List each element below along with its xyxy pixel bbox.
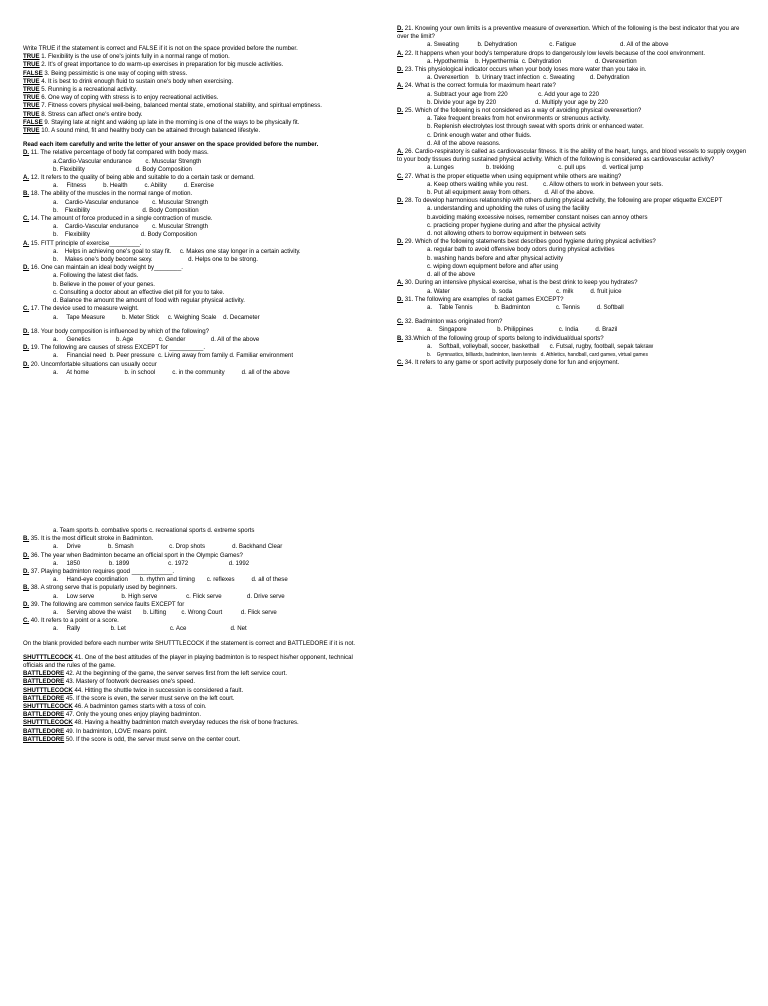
answer-options: a. 1850 b. 1899 c. 1972 d. 1992 xyxy=(53,559,250,567)
answer-label: A. xyxy=(397,82,404,90)
answer-label: B. xyxy=(23,535,30,543)
answer-label: FALSE xyxy=(23,69,43,77)
question-item xyxy=(397,296,749,304)
answer-label: TRUE xyxy=(23,102,40,110)
lower-list xyxy=(23,535,373,633)
answer-options: a. Sweating b. Dehydration c. Fatigue d. All of the above xyxy=(427,41,669,49)
answer-label: A. xyxy=(397,148,404,156)
question-item xyxy=(23,601,373,609)
question-text: 33.Which of the following group of sports belong to individual/dual sports? xyxy=(403,334,604,342)
statement-item xyxy=(23,678,373,686)
question-text: 21. Knowing your own limits is a preventive measure of overexertion. Which of the following is the best indicator that you are over the limit? xyxy=(397,25,740,41)
answer-options: a. Water b. soda c. milk d. fruit juice xyxy=(427,287,622,295)
question-text: 39. The following are common service faults EXCEPT for xyxy=(29,600,185,608)
question-item xyxy=(23,305,373,313)
statement-item xyxy=(23,94,373,102)
question-item xyxy=(23,264,373,272)
answer-options: d. All of the above reasons. xyxy=(427,139,501,147)
statement-item xyxy=(23,736,373,744)
question-item xyxy=(23,568,373,576)
question-text: 14. The amount of force produced in a single contraction of muscle. xyxy=(29,215,213,223)
statement-text: 5. Running is a recreational activity. xyxy=(39,86,138,94)
answer-label: A. xyxy=(397,279,404,287)
answer-options: a. Softball, volleyball, soccer, basketball c. Futsal, rugby, football, sepak takraw xyxy=(427,342,654,350)
part1-instruction: Write TRUE if the statement is correct and FALSE if it is not on the space provided before the number. xyxy=(23,45,298,52)
answer-options: a. Subtract your age from 220 c. Add your age to 220 xyxy=(427,90,600,98)
question-item xyxy=(397,318,749,326)
right-list xyxy=(397,25,749,312)
statement-item xyxy=(23,78,373,86)
answer-options: b. Flexibility d. Body Composition xyxy=(53,206,199,214)
question-text: 20. Uncomfortable situations can usually occur xyxy=(29,360,157,368)
answer-options: a. Table Tennis b. Badminton c. Tennis d. Softball xyxy=(427,303,624,311)
right-column xyxy=(397,25,749,367)
answer-options: a. Keep others waiting while you rest. c. Allow others to work in between your sets. xyxy=(427,180,664,188)
answer-label: TRUE xyxy=(23,53,40,61)
answer-label: BATTLEDORE xyxy=(23,694,65,702)
answer-options: a. Helps in achieving one's goal to stay fit. c. Makes one stay longer in a certain activity. xyxy=(53,247,301,255)
question-text: 23. This physiological indicator occurs when your body loses more water than you take in. xyxy=(403,66,647,74)
question-item xyxy=(397,82,749,90)
statement-text: 49. In badminton, LOVE means point. xyxy=(64,727,168,735)
question-text: 35. It is the most difficult stroke in Badminton. xyxy=(29,535,154,543)
answer-label: C. xyxy=(23,305,30,313)
answer-label: D. xyxy=(23,327,30,335)
question-item xyxy=(397,335,749,343)
answer-label: D. xyxy=(23,551,30,559)
statement-text: 50. If the score is odd, the server must serve on the center court. xyxy=(64,735,241,743)
statement-item xyxy=(23,102,373,110)
answer-label: D. xyxy=(397,107,404,115)
answer-options: a. Fitness b. Health c. Ability d. Exercise xyxy=(53,182,214,190)
answer-label: BATTLEDORE xyxy=(23,670,65,678)
statement-item xyxy=(23,70,373,78)
question-text: 19. The following are causes of stress EXCEPT for __________. xyxy=(29,344,206,352)
statement-text: 43. Mastery of footwork decreases one's speed. xyxy=(64,678,196,686)
answer-options: a. Rally b. Let c. Ace d. Net xyxy=(53,625,247,633)
answer-label: D. xyxy=(397,25,404,32)
question-text: 24. What is the correct formula for maximum heart rate? xyxy=(403,82,556,90)
answer-label: SHUTTTLECOCK xyxy=(23,686,73,694)
question-item xyxy=(23,535,373,543)
question-text: 31. The following are examples of racket games EXCEPT? xyxy=(403,295,564,303)
answer-options: a. Tape Measure b. Meter Stick c. Weighing Scale d. Decameter xyxy=(53,313,260,321)
answer-options: a. Hand-eye coordination b. rhythm and timing c. reflexes d. all of these xyxy=(53,576,288,584)
answer-options: b. washing hands before and after physical activity xyxy=(427,254,564,262)
part3-instruction: On the blank provided before each number write SHUTTTLECOCK if the statement is correct and BATTLEDORE if it is not. xyxy=(23,639,356,647)
answer-label: C. xyxy=(23,215,30,223)
answer-label: TRUE xyxy=(23,94,40,102)
question-item xyxy=(397,238,749,246)
answer-options: a. Financial need b. Peer pressure c. Living away from family d. Familiar environment xyxy=(53,352,294,360)
answer-label: D. xyxy=(23,344,30,352)
answer-label: TRUE xyxy=(23,86,40,94)
question-item xyxy=(397,50,749,58)
answer-options: a. Cardio-Vascular endurance c. Muscular Strength xyxy=(53,223,209,231)
answer-label: A. xyxy=(23,174,30,182)
answer-options: a. Low serve b. High serve c. Flick serve d. Drive serve xyxy=(53,592,285,600)
question-text: 34. It refers to any game or sport activity purposely done for fun and enjoyment. xyxy=(403,359,620,367)
answer-options: b. Believe in the power of your genes. xyxy=(53,280,155,288)
question-text: 25. Which of the following is not considered as a way of avoiding physical overexertion? xyxy=(403,107,642,115)
statement-item xyxy=(23,695,373,703)
statement-text: 6. One way of coping with stress is to enjoy recreational activities. xyxy=(39,94,219,102)
statement-item xyxy=(23,127,373,135)
statement-item xyxy=(23,670,373,678)
statement-text: 9. Staying late at night and waking up late in the morning is one of the ways to be physically fit. xyxy=(42,118,300,126)
question-text: 27. What is the proper etiquette when using equipment while others are waiting? xyxy=(403,172,622,180)
part2-list-b xyxy=(23,328,373,377)
answer-label: D. xyxy=(397,295,404,303)
lower-column xyxy=(23,527,373,744)
question-text: 26. Cardio-respiratory is called as cardiovascular fitness. It is the ability of the heart, lungs, and blood vessels to supply oxygen to your body tissues during sustained physical activity. Which of the following is considered as cardiovascular activity? xyxy=(397,148,747,164)
statement-text: 48. Having a healthy badminton match everyday reduces the risk of bone fractures. xyxy=(72,719,299,727)
statement-item xyxy=(23,711,373,719)
statement-item xyxy=(23,687,373,695)
answer-label: D. xyxy=(23,568,30,576)
statement-text: 10. A sound mind, fit and healthy body can be attained through balanced lifestyle. xyxy=(39,127,261,135)
part2-instruction: Read each item carefully and write the letter of your answer on the space provided before the number. xyxy=(23,141,319,149)
question-item xyxy=(397,359,749,367)
statement-item xyxy=(23,728,373,736)
statement-text: 42. At the beginning of the game, the server serves first from the left service court. xyxy=(64,670,288,678)
answer-options: b. Flexibility d. Body Composition xyxy=(53,165,192,173)
answer-label: A. xyxy=(397,49,404,57)
answer-label: FALSE xyxy=(23,118,43,126)
answer-options: b. Flexibility d. Body Composition xyxy=(53,231,197,239)
question-item xyxy=(23,328,373,336)
question-item xyxy=(397,197,749,205)
statement-text: 41. One of the best attitudes of the player in playing badminton is to respect his/her opponent, technical officials and the rules of the game. xyxy=(23,653,353,670)
statement-text: 46. A badminton games starts with a toss of coin. xyxy=(72,703,207,711)
answer-options: d. not allowing others to borrow equipment in between sets xyxy=(427,230,586,238)
statement-text: 45. If the score is even, the server must serve on the left court. xyxy=(64,694,235,702)
answer-label: BATTLEDORE xyxy=(23,727,65,735)
answer-label: BATTLEDORE xyxy=(23,711,65,719)
answer-label: D. xyxy=(23,149,30,157)
answer-options: b. Put all equipment away from others. d. All of the above. xyxy=(427,189,595,197)
statement-item xyxy=(23,654,373,670)
answer-options: a. Cardio-Vascular endurance c. Muscular Strength xyxy=(53,198,209,206)
question-text: 29. Which of the following statements best describes good hygiene during physical activities? xyxy=(403,238,656,246)
question-item xyxy=(23,215,373,223)
answer-options: a. Lunges b. trekking c. pull ups d. vertical jump xyxy=(427,164,644,172)
question-item xyxy=(23,617,373,625)
question-text: 16. One can maintain an ideal body weight by________. xyxy=(29,264,183,272)
answer-label: TRUE xyxy=(23,61,40,69)
answer-label: SHUTTTLECOCK xyxy=(23,653,73,661)
question-text: 40. It refers to a point or a score. xyxy=(29,617,119,625)
question-item xyxy=(23,361,373,369)
part1-list xyxy=(23,53,373,135)
answer-options: a. regular bath to avoid offensive body odors during physical activities xyxy=(427,246,615,254)
answer-options: a. Drive b. Smash c. Drop shots d. Backhand Clear xyxy=(53,543,283,551)
statement-text: 3. Being pessimistic is one way of coping with stress. xyxy=(42,69,188,77)
statement-item xyxy=(23,119,373,127)
question-item xyxy=(397,66,749,74)
answer-options: b. Makes one's body become sexy. d. Helps one to be strong. xyxy=(53,256,258,264)
answer-options: a. Following the latest diet fads. xyxy=(53,272,139,280)
statement-text: 44. Hitting the shuttle twice in succession is considered a fault. xyxy=(72,686,244,694)
statement-item xyxy=(23,61,373,69)
answer-options: b. Divide your age by 220 d. Multiply your age by 220 xyxy=(427,98,608,106)
question-item xyxy=(397,173,749,181)
answer-label: TRUE xyxy=(23,127,40,135)
statement-item xyxy=(23,111,373,119)
question-item xyxy=(23,552,373,560)
answer-options: b. Gymnastics, billiards, badminton, lawn tennis d. Athletics, handball, card games, virtual games xyxy=(427,351,648,358)
answer-label: C. xyxy=(397,359,404,367)
question-item xyxy=(397,107,749,115)
statement-text: 2. It's of great importance to do warm-up exercises in preparation for big muscle activities. xyxy=(39,61,284,69)
answer-options: c. Drink enough water and other fluids. xyxy=(427,131,532,139)
question-text: 30. During an intensive physical exercise, what is the best drink to keep you hydrates? xyxy=(403,279,638,287)
statement-text: 8. Stress can affect one's entire body. xyxy=(39,110,143,118)
answer-label: A. xyxy=(23,239,30,247)
answer-label: BATTLEDORE xyxy=(23,678,65,686)
answer-options: a. At home b. in school c. in the community d. all of the above xyxy=(53,368,290,376)
answer-options: a. Singapore b. Philippines c. India d. Brazil xyxy=(427,326,618,334)
answer-options: b. Replenish electrolytes lost through sweat with sports drink or enhanced water. xyxy=(427,123,644,131)
answer-label: TRUE xyxy=(23,110,40,118)
answer-options: a. understanding and upholding the rules of using the facility xyxy=(427,205,590,213)
statement-text: 4. It is best to drink enough fluid to sustain one's body when exercising. xyxy=(39,77,234,85)
question-text: 15. FITT principle of exercise_________. xyxy=(29,239,142,247)
answer-label: B. xyxy=(23,584,30,592)
statement-item xyxy=(23,703,373,711)
answer-label: D. xyxy=(397,197,404,205)
question-item xyxy=(23,344,373,352)
statement-item xyxy=(23,719,373,727)
answer-options: a. Serving above the waist b. Lifting c. Wrong Court d. Flick serve xyxy=(53,609,277,617)
answer-options: c. Consulting a doctor about an effective diet pill for you to take. xyxy=(53,288,225,296)
question-text: 17. The device used to measure weight. xyxy=(29,305,139,313)
answer-label: SHUTTTLECOCK xyxy=(23,703,73,711)
question-item xyxy=(23,149,373,157)
question-item xyxy=(397,148,749,164)
answer-label: BATTLEDORE xyxy=(23,735,65,743)
question-item xyxy=(397,25,749,41)
answer-label: TRUE xyxy=(23,77,40,85)
answer-label: B. xyxy=(23,190,30,198)
question-item xyxy=(397,279,749,287)
answer-label: C. xyxy=(23,617,30,625)
question-item xyxy=(23,174,373,182)
question-text: 18. Your body composition is influenced by which of the following? xyxy=(29,327,209,335)
answer-label: D. xyxy=(23,600,30,608)
answer-options: d. Balance the amount the amount of food with regular physical activity. xyxy=(53,297,245,305)
question-text: 22. It happens when your body's temperature drops to dangerously low levels because of the cool environment. xyxy=(403,49,706,57)
answer-options: a. Hypothermia b. Hyperthermia c. Dehydration d. Overexertion xyxy=(427,57,637,65)
answer-label: C. xyxy=(397,172,404,180)
left-column xyxy=(23,45,373,377)
question-item xyxy=(23,584,373,592)
answer-options: d. all of the above xyxy=(427,271,476,279)
answer-label: D. xyxy=(397,238,404,246)
answer-label: SHUTTTLECOCK xyxy=(23,719,73,727)
question-34-options: a. Team sports b. combative sports c. recreational sports d. extreme sports xyxy=(53,527,255,534)
answer-label: D. xyxy=(397,66,404,74)
question-text: 37. Playing badminton requires good ____________. xyxy=(29,568,175,576)
statement-item xyxy=(23,86,373,94)
answer-options: c. practicing proper hygiene during and after the physical activity xyxy=(427,221,601,229)
answer-label: D. xyxy=(23,360,30,368)
answer-label: B. xyxy=(397,334,404,342)
question-text: 28. To develop harmonious relationship with others during physical activity, the following are proper etiquette EXCEPT xyxy=(403,197,723,205)
answer-options: a. Genetics b. Age c. Gender d. All of the above xyxy=(53,335,260,343)
question-text: 11. The relative percentage of body fat compared with body mass. xyxy=(29,149,209,157)
answer-label: C. xyxy=(397,318,404,326)
question-text: 32. Badminton was originated from? xyxy=(403,318,503,326)
question-item xyxy=(23,240,373,248)
part2-list xyxy=(23,149,373,321)
question-text: 36. The year when Badminton became an official sport in the Olympic Games? xyxy=(29,551,243,559)
answer-options: a. Overexertion b. Urinary tract infection c. Sweating d. Dehydration xyxy=(427,74,630,82)
answer-options: b.avoiding making excessive noises, remember constant noises can annoy others xyxy=(427,213,648,221)
question-text: 38. A strong serve that is popularly used by beginners. xyxy=(29,584,178,592)
answer-options: a.Cardio-Vascular endurance c. Muscular Strength xyxy=(53,157,202,165)
answer-options: a. Take frequent breaks from hot environments or strenuous activity. xyxy=(427,115,611,123)
question-text: 12. It refers to the quality of being able and suitable to do a certain task or demand. xyxy=(29,174,255,182)
statement-text: 1. Flexibility is the use of one's joints fully in a normal range of motion. xyxy=(39,53,230,61)
question-item xyxy=(23,190,373,198)
question-text: 18. The ability of the muscles in the normal range of motion. xyxy=(29,190,193,198)
answer-options: c. wiping down equipment before and after using xyxy=(427,262,559,270)
statement-text: 7. Fitness covers physical well-being, balanced mental state, emotional stability, and spiritual emptiness. xyxy=(39,102,322,110)
statement-item xyxy=(23,53,373,61)
statement-text: 47. Only the young ones enjoy playing badminton. xyxy=(64,711,202,719)
answer-label: D. xyxy=(23,264,30,272)
right-list-b xyxy=(397,318,749,367)
part3-list xyxy=(23,654,373,744)
